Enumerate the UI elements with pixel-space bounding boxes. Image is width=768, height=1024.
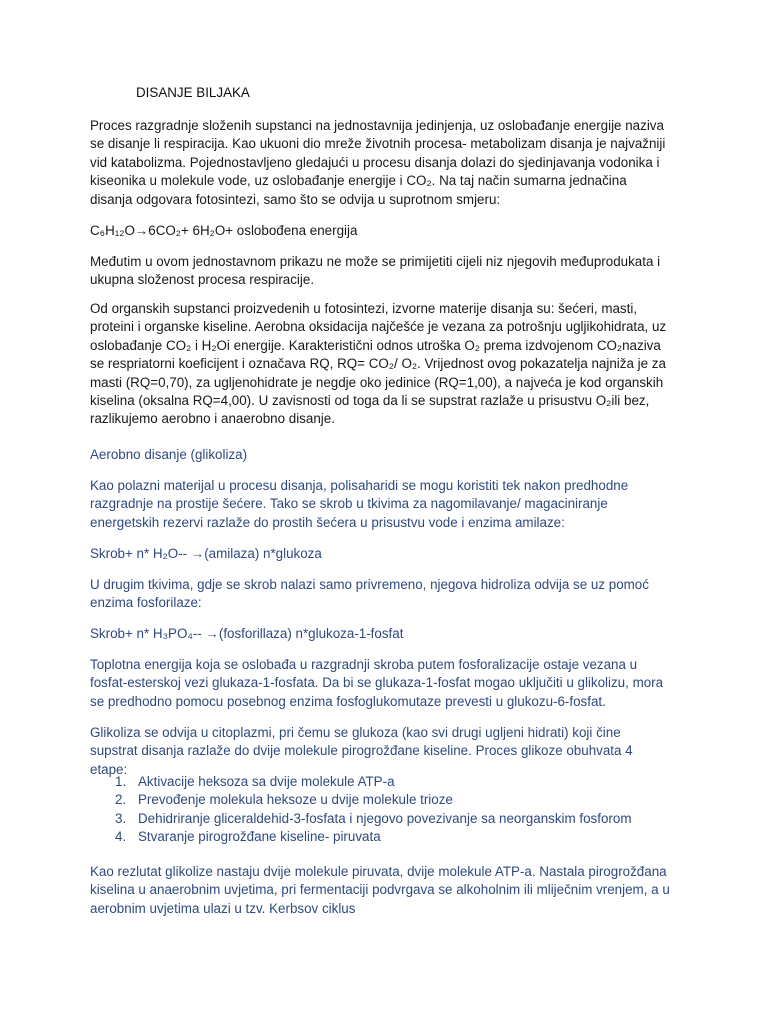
section-heading: Aerobno disanje (glikoliza): [90, 447, 248, 462]
list-item-number: 4.: [115, 829, 127, 845]
glycolysis-steps-list: [90, 773, 650, 847]
list-item-number: 3.: [115, 810, 127, 826]
paragraph-glycolysis: [90, 724, 670, 779]
list-item-text: Stvaranje pirogrožđane kiseline- piruvata: [138, 829, 381, 845]
list-item: [90, 810, 650, 828]
list-item-text: Aktivacije heksoza sa dvije molekule ATP-a: [138, 774, 395, 789]
paragraph-starch: [90, 477, 670, 532]
paragraph-result: [90, 863, 670, 918]
paragraph-starch-text: Kao polazni materijal u procesu disanja, polisaharidi se mogu koristiti tek nakon predhodne razgradnje na prostije šećere. Tako se skrob u tkivima za nagomilavanje/ magaciniranje energetskih rezervi razlaže do prostih šećera u prisustvu vode i enzima amilaze:: [90, 478, 629, 530]
equation-products: 6CO₂+ 6H₂O+ oslobođena energija: [148, 223, 358, 238]
list-item: [90, 828, 650, 846]
paragraph-glycolysis-text: Glikoliza se odvija u citoplazmi, pri čemu se glukoza (kao svi drugi ugljeni hidrati) koji čine supstrat disanja razlaže do dvije molekule pirogrožđane kiseline. Proces glikoze obuhvata 4 etape:: [90, 725, 633, 777]
paragraph-phosphorylase-text: U drugim tkivima, gdje se skrob nalazi samo privremeno, njegova hidroliza odvija se uz pomoć enzima fosforilaze:: [90, 577, 649, 611]
paragraph-intro: [90, 117, 670, 209]
list-item-number: 2.: [115, 792, 127, 808]
paragraph-substrates: [90, 300, 670, 429]
paragraph-heat-energy: [90, 656, 670, 711]
equation-reactant: C₆H₁₂O: [90, 223, 135, 238]
equation-amylase: Skrob+ n* H₂O-- →(amilaza) n*glukoza: [90, 546, 322, 561]
paragraph-substrates-text: Od organskih supstanci proizvedenih u fotosintezi, izvorne materije disanja su: šećeri, masti, proteini i organske kiseline. Aerobna oksidacija najčešće je vezana za potrošnju ugljikohidrata, uz oslobađanje CO₂ i H₂Oi energije. Karakteristični odnos utroška O₂ prema izdvojenom CO₂naziva se respriatorni koeficijent i označava RQ, RQ= CO₂/ O₂. Vrijednost ovog pokazatelja najniža je za masti (RQ=0,70), za ugljenohidrate je negdje oko jedinice (RQ=1,00), a najveća je kod organskih kiselina (oksalna RQ=4,00). U zavisnosti od toga da li se supstrat razlaže u prisustvu O₂ili bez, razlikujemo aerobno i anaerobno disanje.: [90, 301, 667, 427]
list-item-text: Prevođenje molekula heksoze u dvije molekule trioze: [138, 792, 453, 808]
list-item-text: Dehidriranje gliceraldehid-3-fosfata i njegovo povezivanje sa neorganskim fosforom: [138, 810, 632, 826]
paragraph-result-text: Kao rezlutat glikolize nastaju dvije molekule piruvata, dvije molekule ATP-a. Nastala pirogrožđana kiselina u anaerobnim uvjetima, pri fermentaciji podvrgava se alkoholnim ili mliječnim vrenjem, a u aerobnim uvjetima ulazi u tzv. Kerbsov ciklus: [90, 864, 670, 916]
paragraph-heat-energy-text: Toplotna energija koja se oslobađa u razgradnji skroba putem fosforalizacije ostaje vezana u fosfat-esterskoj vezi glukaza-1-fosfata. Da bi se glukaza-1-fosfat mogao uključiti u glikolizu, mora se predhodno pomocu posebnog enzima fosfoglukomutaze prevesti u glukozu-6-fosfat.: [90, 657, 664, 709]
page-title: DISANJE BILJAKA: [136, 85, 250, 100]
paragraph-note: [90, 253, 670, 290]
arrow-icon: →: [134, 223, 149, 238]
list-item: [90, 791, 650, 809]
list-item-number: 1.: [115, 774, 127, 789]
equation-respiration: [90, 222, 670, 240]
paragraph-intro-text: Proces razgradnje složenih supstanci na jednostavnija jedinjenja, uz oslobađanje energije naziva se disanje li respiracija. Kao ukuoni dio mreže životnih procesa- metabolizam disanja je najvažniji vid katabolizma. Pojednostavljeno gledajući u procesu disanja dolazi do sjedinjavanja vodonika i kiseonika u molekule vode, uz oslobađanje energije i CO₂. Na taj način sumarna jednačina disanja odgovara fotosintezi, samo što se odvija u suprotnom smjeru:: [90, 118, 666, 207]
list-item: [90, 773, 650, 791]
equation-phosphorylase: Skrob+ n* H₃PO₄-- →(fosforillaza) n*glukoza-1-fosfat: [90, 626, 404, 641]
paragraph-note-text: Međutim u ovom jednostavnom prikazu ne može se primijetiti cijeli niz njegovih međuprodukata i ukupna složenost procesa respiracije.: [90, 254, 661, 288]
paragraph-phosphorylase: [90, 576, 670, 613]
